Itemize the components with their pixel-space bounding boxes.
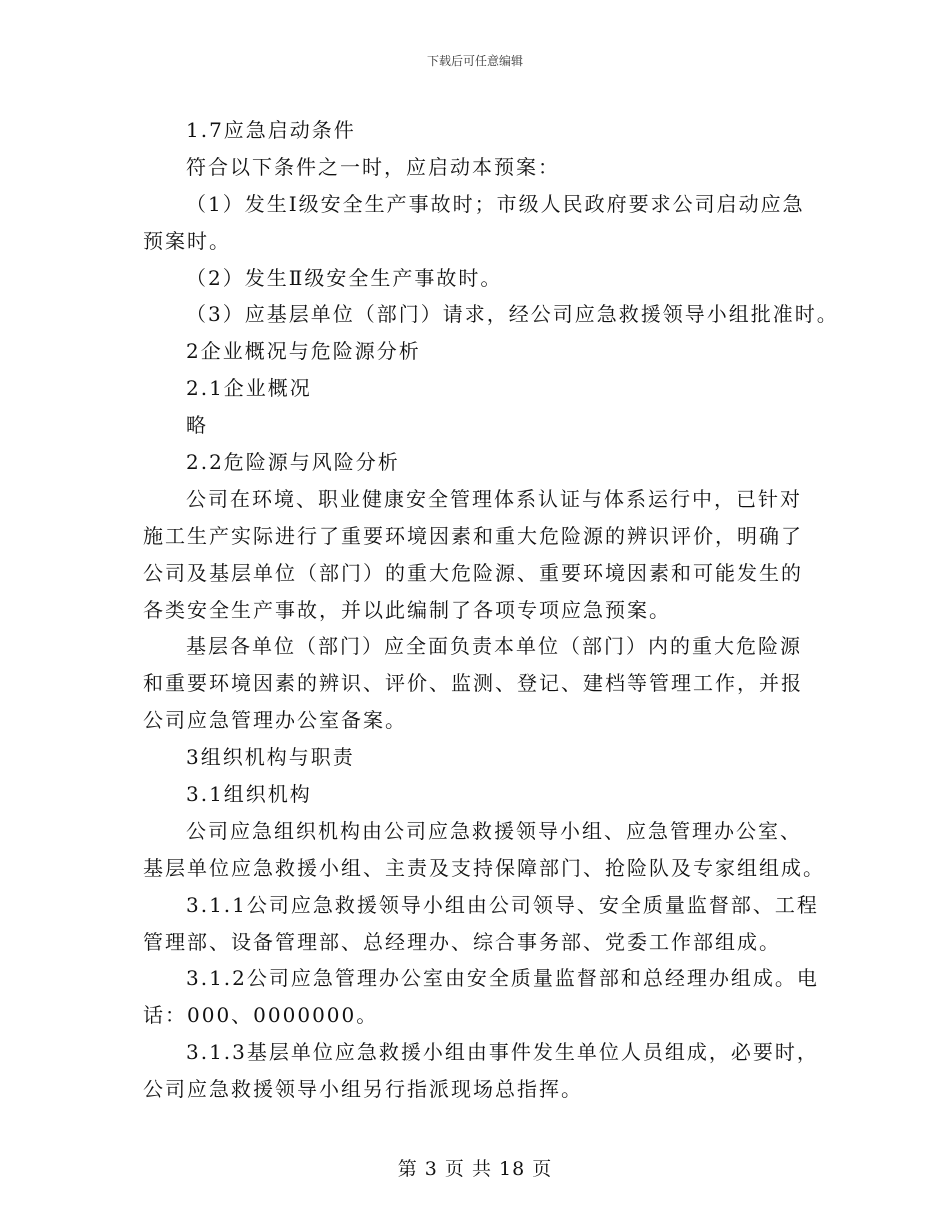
page-header: 下载后可任意编辑 — [426, 54, 523, 68]
paragraph-line: 各类安全生产事故，并以此编制了各项专项应急预案。 — [143, 597, 671, 622]
paragraph-line: 公司应急管理办公室备案。 — [143, 708, 407, 733]
paragraph-line: 基层各单位（部门）应全面负责本单位（部门）内的重大危险源 — [186, 634, 802, 659]
section-heading-1-7: 1.7应急启动条件 — [186, 118, 356, 142]
paragraph-line: 公司及基层单位（部门）的重大危险源、重要环境因素和可能发生的 — [143, 560, 803, 585]
section-heading-2: 2企业概况与危险源分析 — [186, 339, 421, 364]
list-item-2: （2）发生Ⅱ级安全生产事故时。 — [186, 265, 503, 290]
page-footer: 第 3 页 共 18 页 — [397, 1158, 553, 1180]
section-heading-2-2: 2.2危险源与风险分析 — [186, 450, 400, 475]
list-item-1: （1）发生Ⅰ级安全生产事故时；市级人民政府要求公司启动应急 — [186, 191, 805, 216]
list-item-1-cont: 预案时。 — [143, 228, 231, 253]
section-heading-2-1: 2.1企业概况 — [186, 376, 312, 401]
paragraph-line: 基层单位应急救援小组、主责及支持保障部门、抢险队及专家组组成。 — [143, 855, 825, 880]
paragraph-line: 和重要环境因素的辨识、评价、监测、登记、建档等管理工作，并报 — [143, 671, 803, 696]
paragraph-line: 3.1.1公司应急救援领导小组由公司领导、安全质量监督部、工程 — [186, 892, 819, 917]
paragraph-line: 公司应急组织机构由公司应急救援领导小组、应急管理办公室、 — [186, 818, 802, 843]
document-body — [143, 112, 843, 1108]
paragraph-line: 施工生产实际进行了重要环境因素和重大危险源的辨识评价，明确了 — [143, 523, 803, 548]
paragraph-line: 管理部、设备管理部、总经理办、综合事务部、党委工作部组成。 — [143, 929, 781, 954]
paragraph-line: 3.1.2公司应急管理办公室由安全质量监督部和总经理办组成。电 — [186, 966, 819, 991]
list-item-3: （3）应基层单位（部门）请求，经公司应急救援领导小组批准时。 — [186, 302, 839, 327]
paragraph-line: 公司应急救援领导小组另行指派现场总指挥。 — [143, 1077, 583, 1102]
paragraph-line: 话：000、0000000。 — [143, 1003, 379, 1028]
section-heading-3: 3组织机构与职责 — [186, 745, 355, 770]
section-heading-3-1: 3.1组织机构 — [186, 782, 312, 807]
paragraph-line: 公司在环境、职业健康安全管理体系认证与体系运行中，已针对 — [186, 486, 802, 511]
paragraph-line: 略 — [186, 413, 208, 438]
paragraph-line: 3.1.3基层单位应急救援小组由事件发生单位人员组成，必要时， — [186, 1040, 819, 1065]
paragraph-line: 符合以下条件之一时，应启动本预案： — [186, 154, 560, 179]
